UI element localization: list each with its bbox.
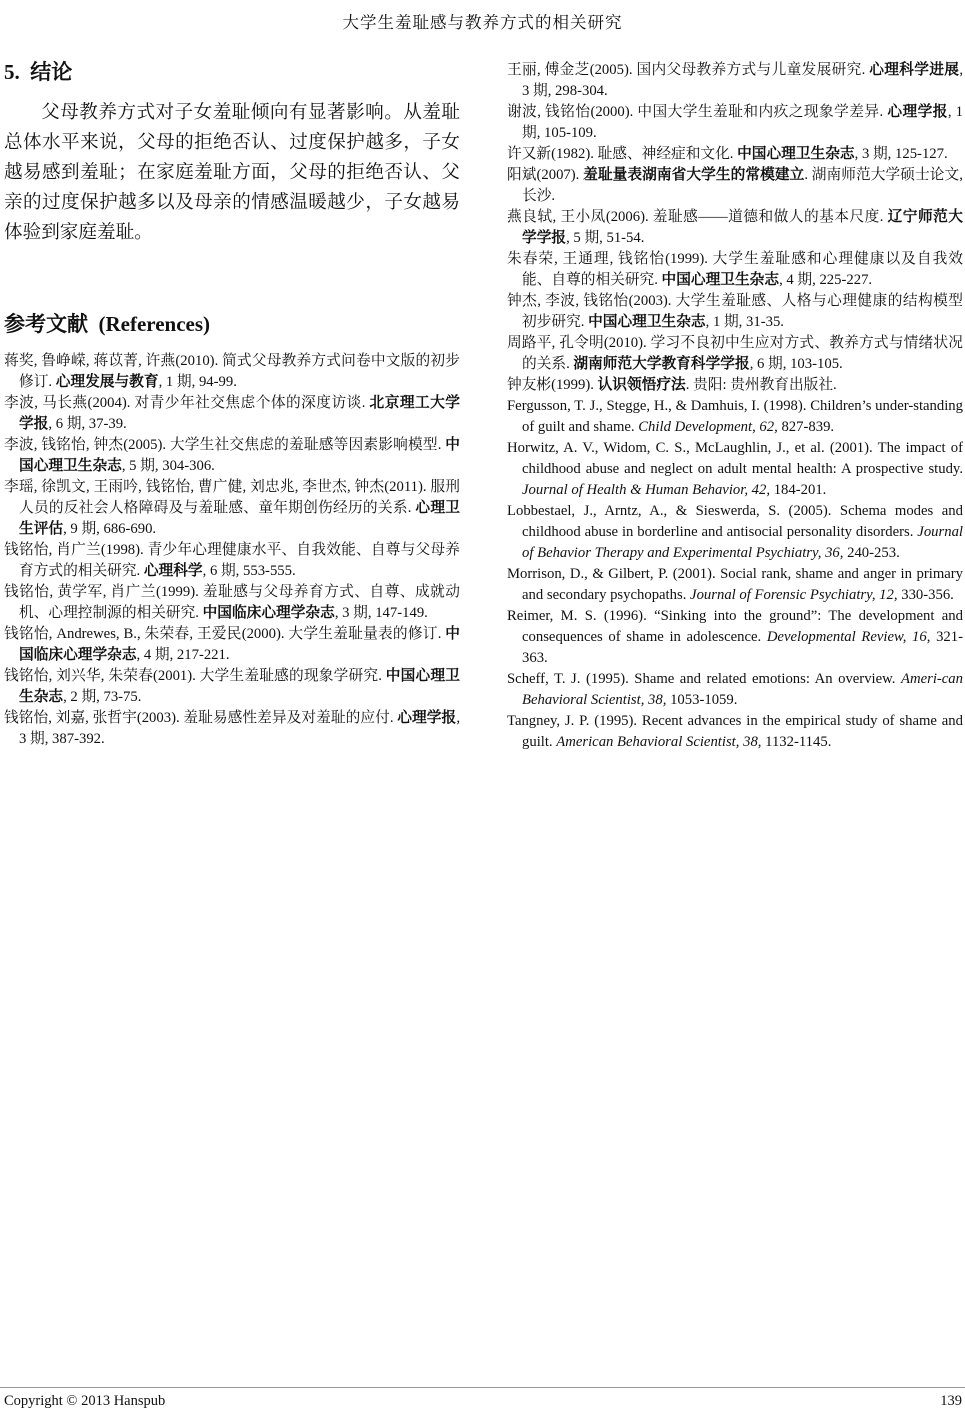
reference-journal-italic: American Behavioral Scientist, 38, [556,734,762,750]
reference-text: 1053-1059. [666,692,738,708]
reference-entry [4,624,460,666]
reference-text: 李瑶, 徐凯文, 王雨吟, 钱铭怡, 曹广健, 刘忠兆, 李世杰, 钟杰(2011). 服刑人员的反社会人格障碍及与羞耻感、童年期创伤经历的关系. [4,479,460,516]
reference-journal-bold: 辽宁师范大学学报 [522,209,963,246]
reference-journal-bold: 中国心理卫生杂志 [661,272,780,288]
reference-list-right [507,60,963,753]
reference-entry [507,375,963,396]
reference-entry [4,666,460,708]
reference-text: Scheff, T. J. (1995). Shame and related emotions: An overview. [507,671,901,687]
reference-journal-bold: 北京理工大学学报 [19,395,460,432]
reference-text: 330-356. [897,587,954,603]
reference-journal-bold: 心理发展与教育 [55,374,159,390]
reference-text: , 6 期, 103-105. [749,356,843,372]
reference-text: , 4 期, 225-227. [779,272,873,288]
reference-journal-italic: Child Development, 62, [638,419,778,435]
reference-text: 240-253. [843,545,900,561]
reference-journal-bold: 中国心理卫生杂志 [588,314,706,330]
content-columns [4,58,963,753]
reference-entry [507,564,963,606]
reference-journal-bold: 湖南师范大学教育科学学报 [573,356,750,372]
reference-journal-bold: 心理卫生评估 [19,500,460,537]
reference-entry [507,669,963,711]
reference-text: 蒋奖, 鲁峥嵘, 蒋苡菁, 许燕(2010). 简式父母教养方式问卷中文版的初步修订. [4,353,460,390]
reference-entry [507,333,963,375]
reference-journal-bold: 心理学报 [397,710,457,726]
reference-text: 谢波, 钱铭怡(2000). 中国大学生羞耻和内疚之现象学差异. [507,104,888,120]
reference-entry [507,165,963,207]
reference-text: , 5 期, 304-306. [121,458,215,474]
reference-text: . 湖南师范大学硕士论文, 长沙. [522,167,963,204]
reference-entry [4,582,460,624]
reference-text: , 3 期, 147-149. [334,605,428,621]
reference-text: , 5 期, 51-54. [566,230,645,246]
reference-text: 1132-1145. [761,734,832,750]
reference-entry [507,501,963,564]
reference-text: 许又新(1982). 耻感、神经症和文化. [507,146,738,162]
reference-text: Lobbestael, J., Arntz, A., & Sieswerda, S. (2005). Schema modes and childhood abuse in borderline and antisocial personality disorders. [507,503,963,540]
reference-entry [507,396,963,438]
reference-journal-bold: 心理科学进展 [869,62,960,78]
reference-journal-italic: Journal of Behavior Therapy and Experimental Psychiatry, 36, [522,524,963,561]
reference-entry [507,102,963,144]
reference-text: 王丽, 傅金芝(2005). 国内父母教养方式与儿童发展研究. [507,62,870,78]
reference-text: Reimer, M. S. (1996). “Sinking into the ground”: The development and consequences of shame in adolescence. [507,608,963,645]
reference-text: Horwitz, A. V., Widom, C. S., McLaughlin, J., et al. (2001). The impact of childhood abuse and neglect on adult mental health: A prospective study. [507,440,963,477]
reference-text: 钱铭怡, Andrewes, B., 朱荣春, 王爱民(2000). 大学生羞耻量表的修订. [4,626,446,642]
reference-text: , 1 期, 105-109. [522,104,963,141]
reference-entry [4,477,460,540]
reference-entry [4,435,460,477]
reference-journal-bold: 中国心理卫生杂志 [737,146,855,162]
conclusion-heading: 5. 结论 [4,60,73,84]
reference-text: 827-839. [777,419,835,435]
reference-text: 钱铭怡, 肖广兰(1998). 青少年心理健康水平、自我效能、自尊与父母养育方式的相关研究. [4,542,460,579]
reference-text: 阳斌(2007). [507,167,584,183]
reference-text: 钱铭怡, 刘嘉, 张哲宇(2003). 羞耻易感性差异及对羞耻的应付. [4,710,398,726]
reference-text: , 2 期, 73-75. [63,689,142,705]
reference-text: , 6 期, 553-555. [202,563,296,579]
reference-entry [507,249,963,291]
reference-journal-bold: 中国临床心理学杂志 [19,626,460,663]
reference-text: 184-201. [770,482,827,498]
references-heading: 参考文献 (References) [4,312,211,336]
reference-journal-bold: 心理科学 [143,563,203,579]
reference-entry [4,351,460,393]
reference-text: 钱铭怡, 黄学军, 肖广兰(1999). 羞耻感与父母养育方式、自尊、成就动机、心理控制源的相关研究. [4,584,460,621]
reference-text: Tangney, J. P. (1995). Recent advances in the empirical study of shame and guilt. [507,713,963,750]
reference-text: , 1 期, 94-99. [158,374,237,390]
reference-journal-italic: Ameri-can Behavioral Scientist, 38, [522,671,963,708]
reference-entry [4,540,460,582]
reference-text: , 3 期, 387-392. [19,710,460,747]
left-column [4,58,460,750]
reference-text: , 4 期, 217-221. [136,647,230,663]
reference-entry [4,708,460,750]
reference-text: , 3 期, 125-127. [854,146,948,162]
reference-entry [507,438,963,501]
reference-entry [507,60,963,102]
reference-entry [507,144,963,165]
running-head-title: 大学生羞耻感与教养方式的相关研究 [342,13,623,32]
reference-journal-bold: 中国临床心理学杂志 [202,605,335,621]
reference-text: , 1 期, 31-35. [705,314,784,330]
reference-text: 钟杰, 李波, 钱铭怡(2003). 大学生羞耻感、人格与心理健康的结构模型初步研究. [507,293,963,330]
reference-entry [507,711,963,753]
reference-entry [507,606,963,669]
reference-text: , 9 期, 686-690. [63,521,157,537]
reference-text: 朱春荣, 王通理, 钱铭怡(1999). 大学生羞耻感和心理健康以及自我效能、自尊的相关研究. [507,251,963,288]
reference-journal-italic: Journal of Forensic Psychiatry, 12, [690,587,898,603]
reference-entry [507,207,963,249]
reference-journal-bold: 中国心理卫生杂志 [19,668,460,705]
reference-text: 李波, 钱铭怡, 钟杰(2005). 大学生社交焦虑的羞耻感等因素影响模型. [4,437,446,453]
reference-text: 321-363. [522,629,963,666]
conclusion-paragraph: 父母教养方式对子女羞耻倾向有显著影响。从羞耻总体水平来说，父母的拒绝否认、过度保护越多，子女越易感到羞耻；在家庭羞耻方面，父母的拒绝否认、父亲的过度保护越多以及母亲的情感温暖越少，子女越易体验到家庭羞耻。 [4,102,460,243]
reference-text: Morrison, D., & Gilbert, P. (2001). Social rank, shame and anger in primary and secondary psychopaths. [507,566,963,603]
reference-text: 钟友彬(1999). [507,377,598,393]
reference-text: , 3 期, 298-304. [522,62,963,99]
reference-journal-bold: 认识领悟疗法 [597,377,686,393]
reference-journal-italic: Developmental Review, 16, [766,629,931,645]
page-footer [0,1387,965,1410]
right-column [507,58,963,753]
copyright-text: Copyright © 2013 Hanspub [4,1393,166,1409]
reference-list-left [4,351,460,750]
reference-text: . 贵阳: 贵州教育出版社. [685,377,837,393]
reference-entry [507,291,963,333]
reference-journal-italic: Journal of Health & Human Behavior, 42, [522,482,771,498]
reference-entry [4,393,460,435]
reference-journal-bold: 羞耻量表湖南省大学生的常模建立 [583,167,805,183]
page-number: 139 [940,1393,962,1409]
reference-text: 周路平, 孔令明(2010). 学习不良初中生应对方式、教养方式与情绪状况的关系. [507,335,963,372]
reference-journal-bold: 中国心理卫生杂志 [19,437,460,474]
reference-text: 李波, 马长燕(2004). 对青少年社交焦虑个体的深度访谈. [4,395,370,411]
reference-text: , 6 期, 37-39. [48,416,127,432]
reference-text: 钱铭怡, 刘兴华, 朱荣春(2001). 大学生羞耻感的现象学研究. [4,668,386,684]
reference-text: Fergusson, T. J., Stegge, H., & Damhuis, I. (1998). Children’s under-standing of guilt and shame. [507,398,963,435]
reference-text: 燕良轼, 王小凤(2006). 羞耻感——道德和做人的基本尺度. [507,209,888,225]
reference-journal-bold: 心理学报 [887,104,948,120]
